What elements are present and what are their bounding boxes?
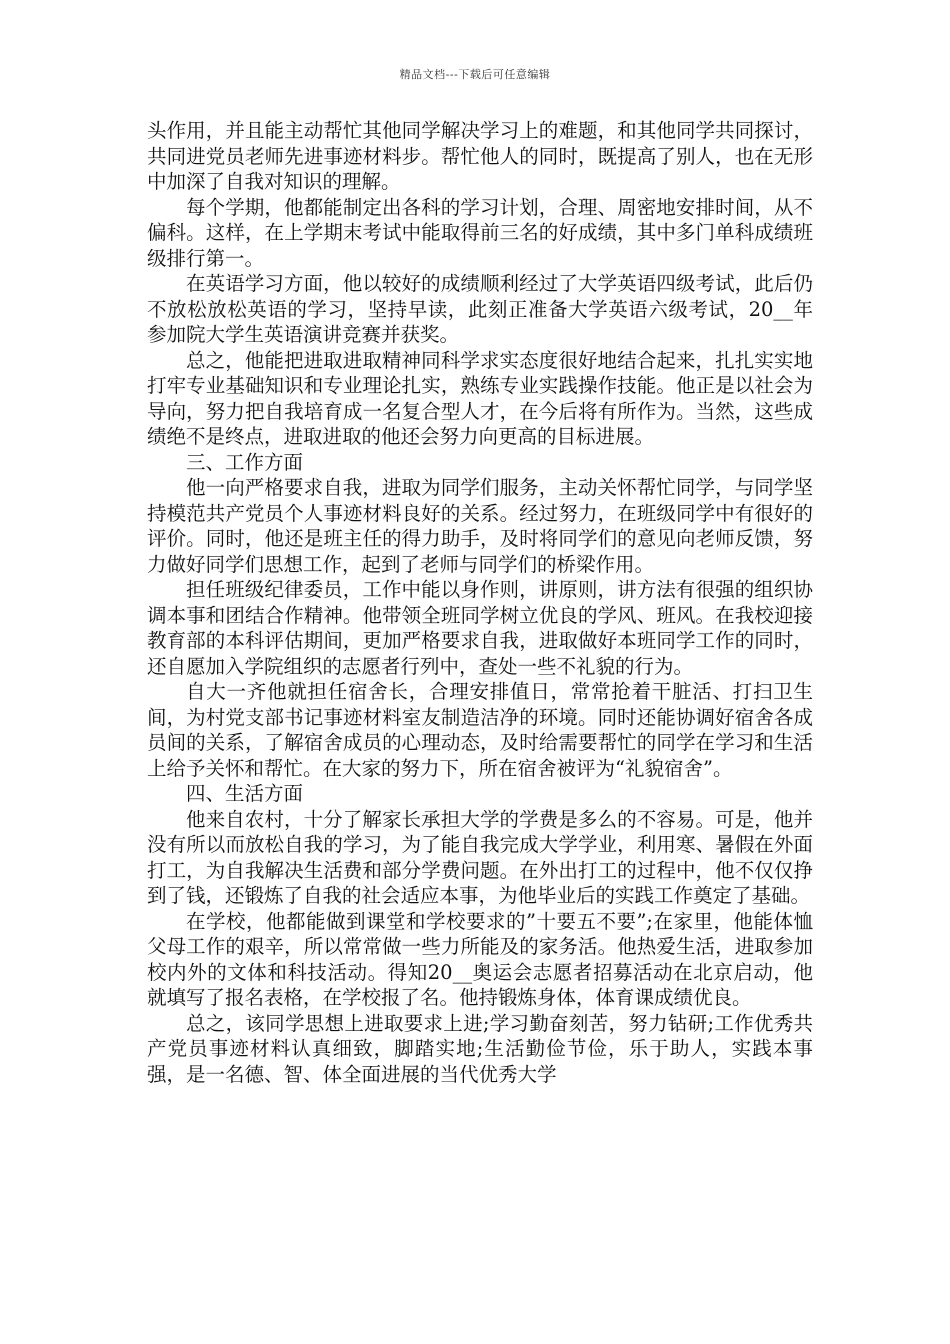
paragraph-3: 在英语学习方面，他以较好的成绩顺利经过了大学英语四级考试，此后仍不放松放松英语的学习，坚持早读，此刻正准备大学英语六级考试，20__年参加院大学生英语演讲竞赛并获奖。: [147, 272, 813, 346]
page-header: 精品文档---下载后可任意编辑: [399, 68, 551, 81]
document-body: [147, 118, 813, 1087]
section-heading-work: 三、工作方面: [186, 450, 304, 474]
paragraph-8: 他来自农村，十分了解家长承担大学的学费是多么的不容易。可是，他并没有所以而放松自我的学习，为了能自我完成大学学业，利用寒、暑假在外面打工，为自我解决生活费和部分学费问题。在外出打工的过程中，他不仅仅挣到了钱，还锻炼了自我的社会适应本事，为他毕业后的实践工作奠定了基础。: [147, 807, 813, 907]
paragraph-5: 他一向严格要求自我，进取为同学们服务，主动关怀帮忙同学，与同学坚持模范共产党员个人事迹材料良好的关系。经过努力，在班级同学中有很好的评价。同时，他还是班主任的得力助手，及时将同学们的意见向老师反馈，努力做好同学们思想工作，起到了老师与同学们的桥梁作用。: [147, 476, 813, 576]
section-heading-life: 四、生活方面: [186, 782, 304, 805]
paragraph-7: 自大一齐他就担任宿舍长，合理安排值日，常常抢着干脏活、打扫卫生间，为村党支部书记事迹材料室友制造洁净的环境。同时还能协调好宿舍各成员间的关系，了解宿舍成员的心理动态，及时给需要帮忙的同学在学习和生活上给予关怀和帮忙。在大家的努力下，所在宿舍被评为“礼貌宿舍”。: [147, 680, 813, 780]
paragraph-6: 担任班级纪律委员，工作中能以身作则，讲原则，讲方法有很强的组织协调本事和团结合作精神。他带领全班同学树立优良的学风、班风。在我校迎接教育部的本科评估期间，更加严格要求自我，进取做好本班同学工作的同时，还自愿加入学院组织的志愿者行列中，查处一些不礼貌的行为。: [147, 578, 813, 678]
paragraph-10: 总之，该同学思想上进取要求上进;学习勤奋刻苦，努力钻研;工作优秀共产党员事迹材料认真细致，脚踏实地;生活勤俭节俭，乐于助人，实践本事强，是一名德、智、体全面进展的当代优秀大学: [147, 1011, 813, 1086]
paragraph-1: 头作用，并且能主动帮忙其他同学解决学习上的难题，和其他同学共同探讨，共同进党员老师先进事迹材料步。帮忙他人的同时，既提高了别人，也在无形中加深了自我对知识的理解。: [147, 119, 813, 193]
paragraph-9: 在学校，他都能做到课堂和学校要求的”十要五不要”;在家里，他能体恤父母工作的艰辛，所以常常做一些力所能及的家务活。他热爱生活，进取参加校内外的文体和科技活动。得知20__奥运会志愿者招募活动在北京启动，他就填写了报名表格，在学校报了名。他持锻炼身体，体育课成绩优良。: [147, 909, 813, 1009]
paragraph-4: 总之，他能把进取进取精神同科学求实态度很好地结合起来，扎扎实实地打牢专业基础知识和专业理论扎实，熟练专业实践操作技能。他正是以社会为导向，努力把自我培育成一名复合型人才，在今后将有所作为。当然，这些成绩绝不是终点，进取进取的他还会努力向更高的目标进展。: [147, 348, 813, 448]
paragraph-2: 每个学期，他都能制定出各科的学习计划，合理、周密地安排时间，从不偏科。这样，在上学期末考试中能取得前三名的好成绩，其中多门单科成绩班级排行第一。: [147, 195, 813, 270]
